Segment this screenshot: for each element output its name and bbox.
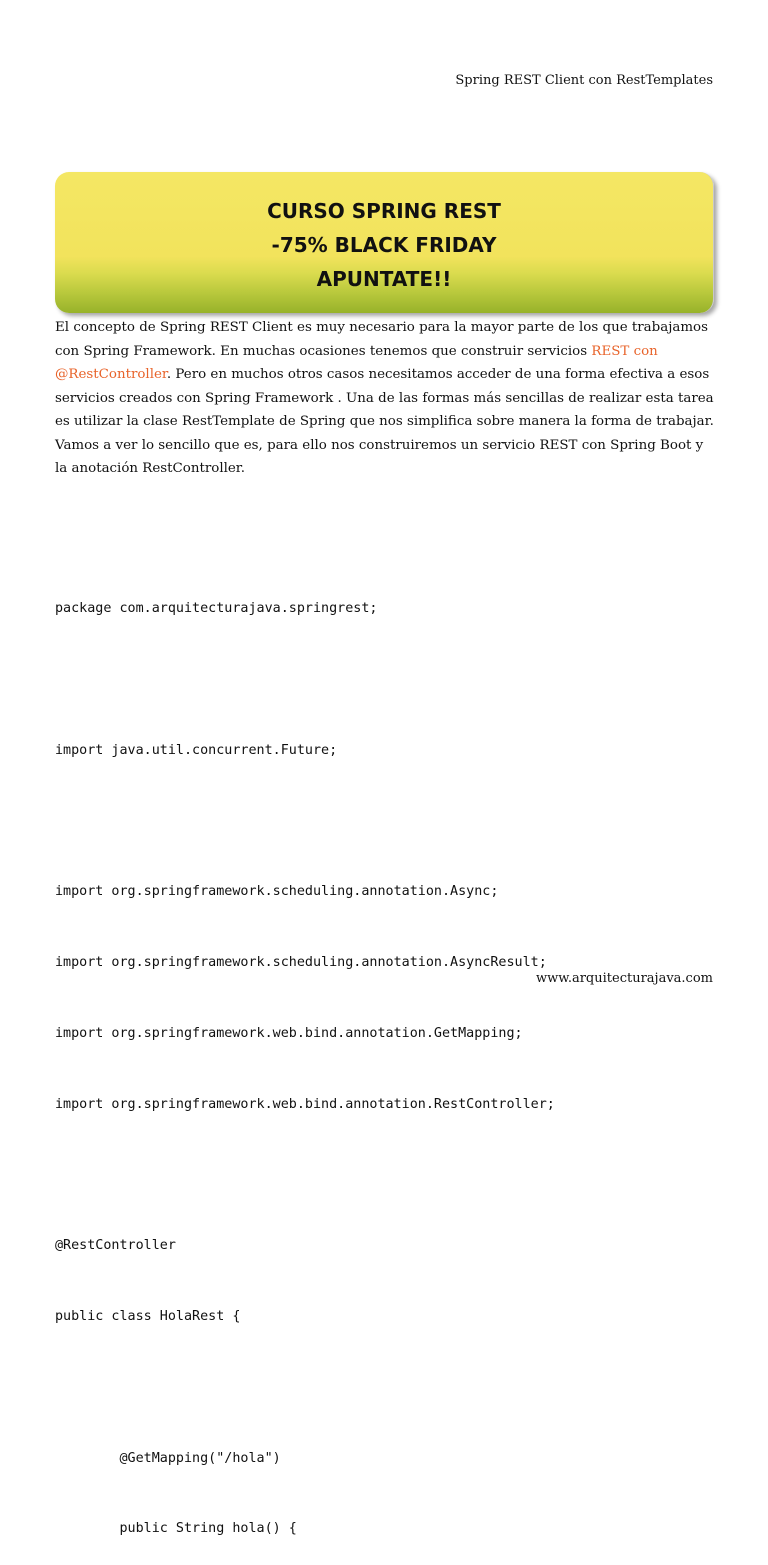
code-line (55, 1376, 555, 1400)
promo-banner-text (55, 194, 713, 296)
code-line: package com.arquitecturajava.springrest; (55, 601, 378, 617)
code-line: @RestController (55, 1238, 176, 1254)
code-line (55, 810, 555, 834)
code-block (55, 550, 555, 1565)
code-line: import java.util.concurrent.Future; (55, 742, 338, 758)
promo-banner-line-2: -75% BLACK FRIDAY (271, 233, 497, 257)
intro-paragraph (55, 316, 715, 481)
code-line (55, 1163, 555, 1187)
code-line: import org.springframework.scheduling.annotation.AsyncResult; (55, 955, 547, 971)
code-line: @GetMapping("/hola") (55, 1450, 281, 1466)
promo-banner[interactable] (55, 172, 714, 313)
page-footer-url: www.arquitecturajava.com (536, 971, 713, 986)
promo-banner-line-1: CURSO SPRING REST (267, 199, 501, 223)
intro-text-part-2: . Pero en muchos otros casos necesitamos acceder de una forma efectiva a esos servicios creados con Spring Framework . Una de las formas más sencillas de realizar esta tarea es utilizar la clase RestTemplate de Spring que nos simplifica sobre manera la forma de trabajar. Vamos a ver lo sencillo que es, para ello nos construiremos un servicio REST con Spring Boot y la anotación RestController. (55, 367, 714, 476)
intro-text-part-1: El concepto de Spring REST Client es muy necesario para la mayor parte de los que trabajamos con Spring Framework. En muchas ocasiones tenemos que construir servicios (55, 320, 708, 359)
code-line: import org.springframework.scheduling.annotation.Async; (55, 884, 499, 900)
promo-banner-line-3: APUNTATE!! (316, 267, 452, 291)
code-line: import org.springframework.web.bind.annotation.GetMapping; (55, 1025, 523, 1041)
code-line: public String hola() { (55, 1521, 297, 1537)
code-line (55, 668, 555, 692)
page-header-title: Spring REST Client con RestTemplates (455, 73, 713, 88)
rest-controller-link[interactable]: REST con @RestController (55, 343, 658, 382)
code-line: public class HolaRest { (55, 1309, 241, 1324)
code-line: import org.springframework.web.bind.annotation.RestController; (55, 1096, 555, 1112)
